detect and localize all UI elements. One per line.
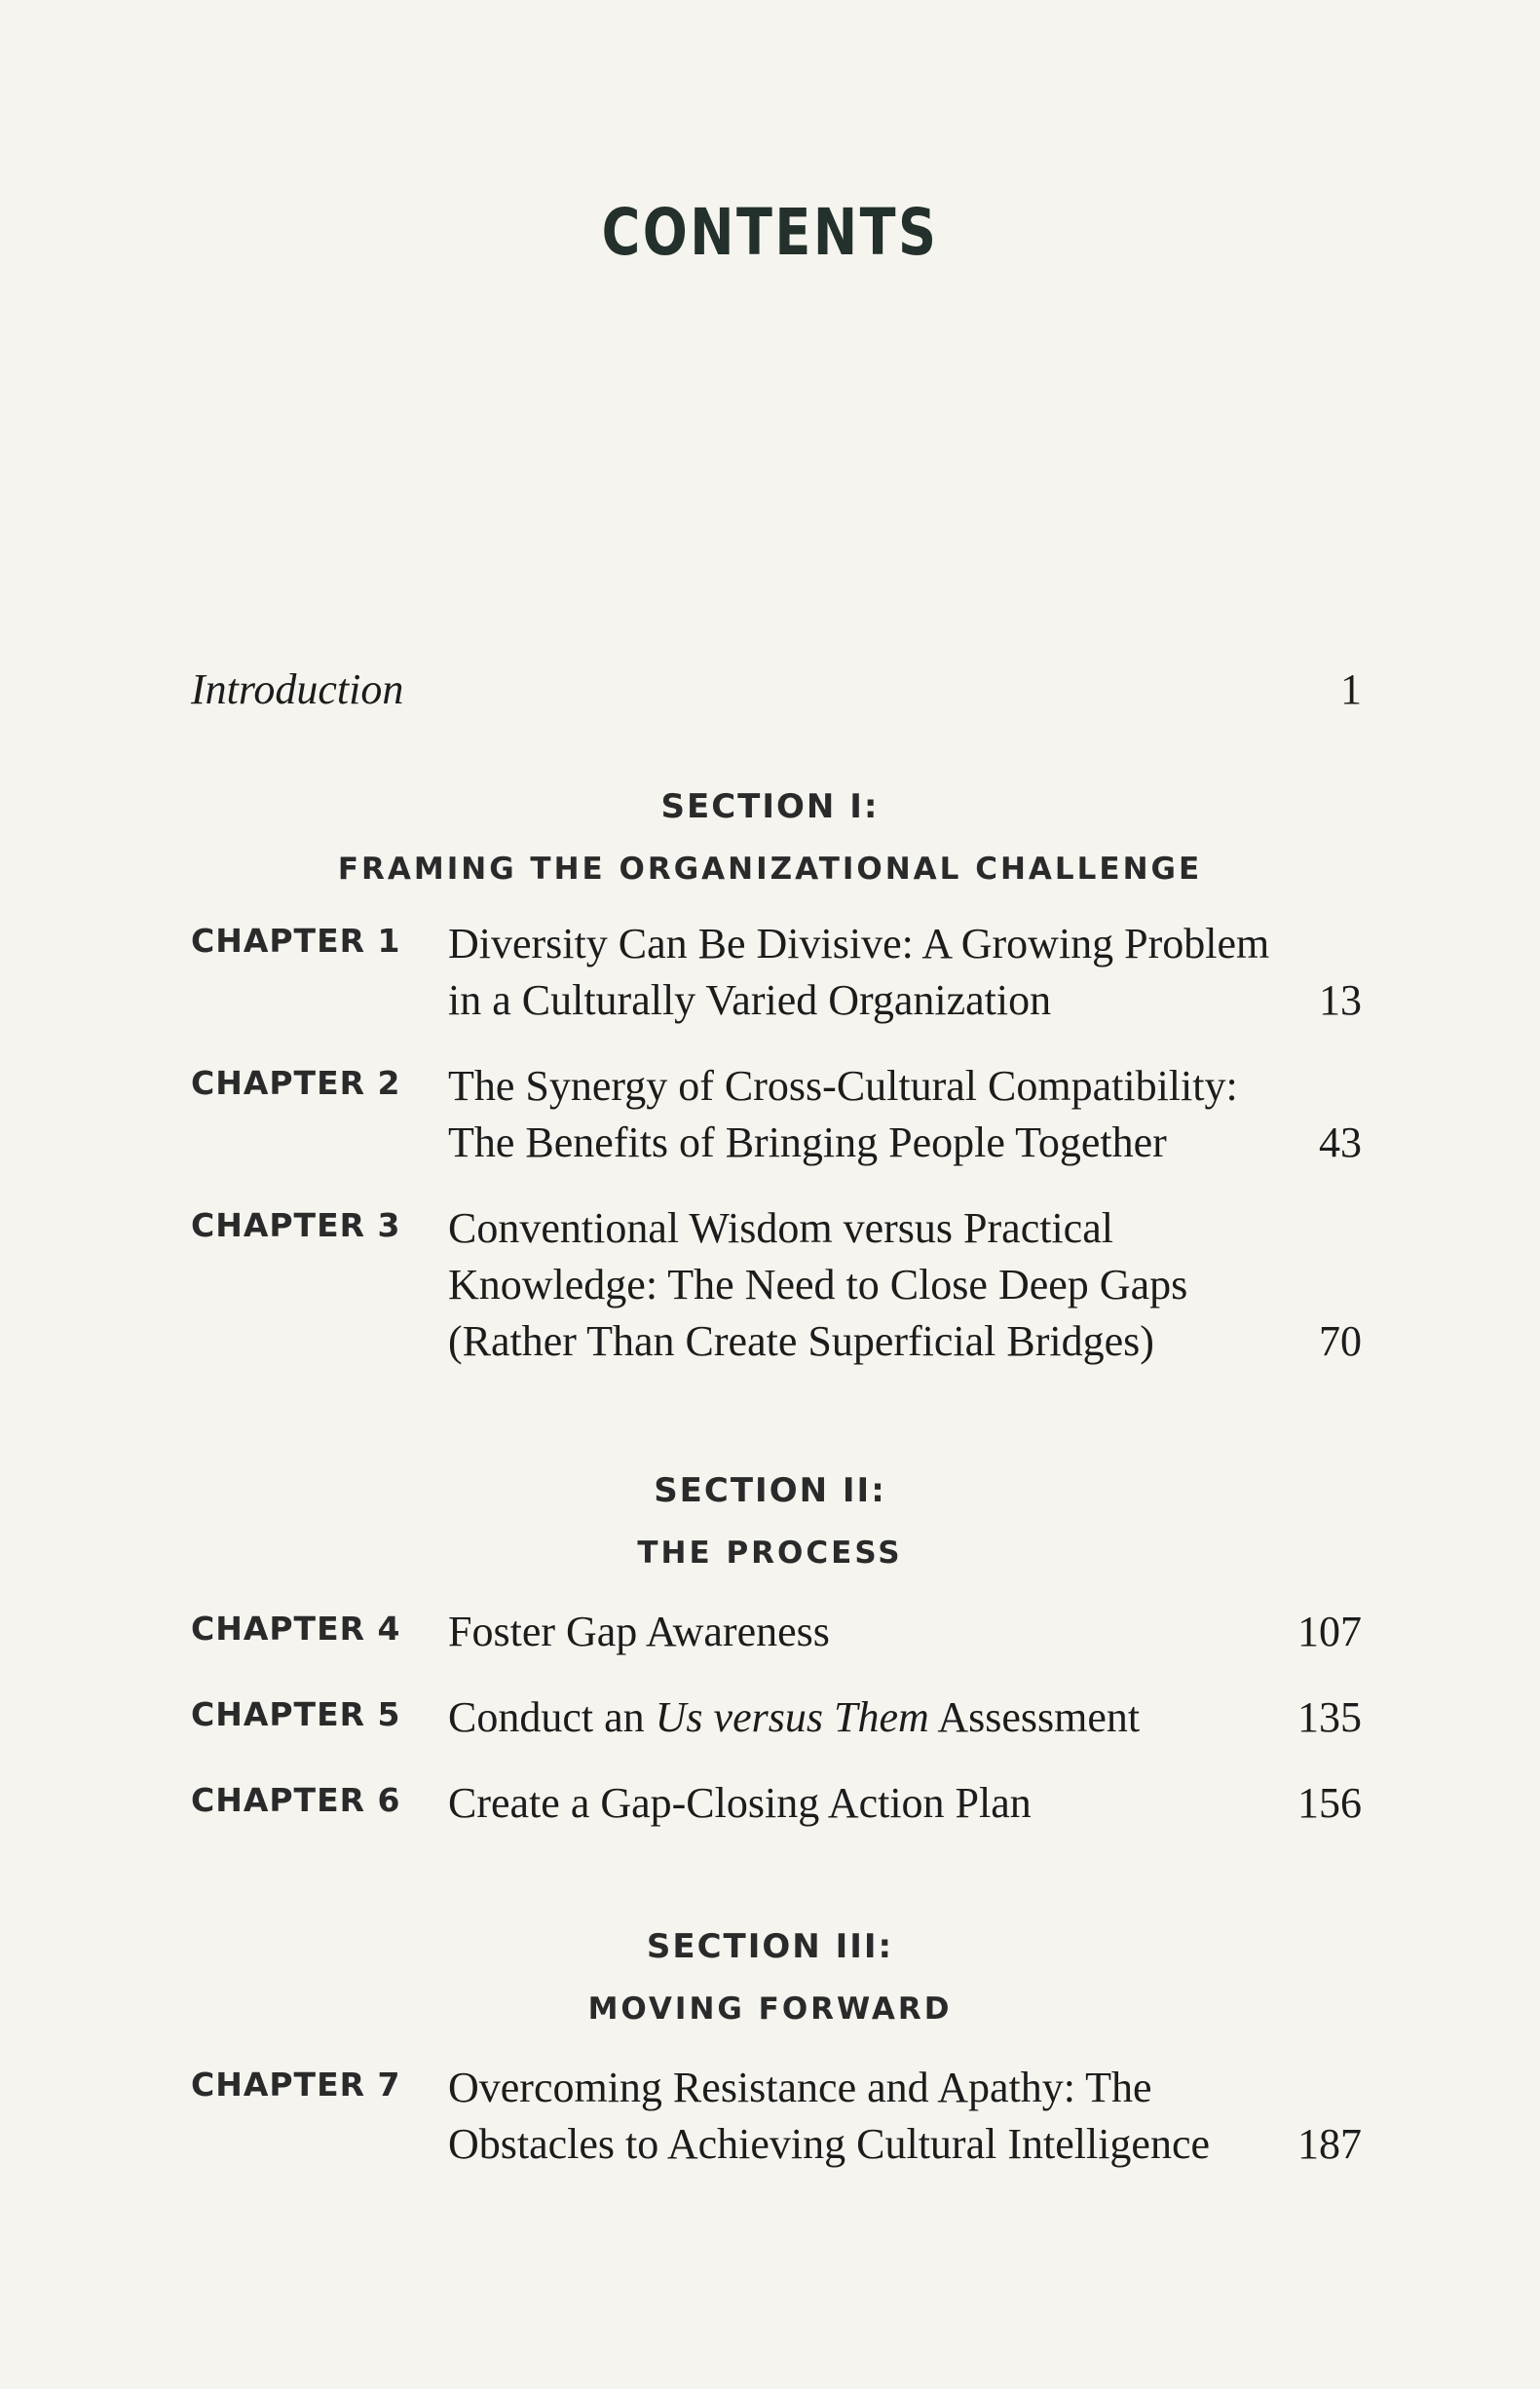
- chapter-label: CHAPTER 2: [191, 1064, 401, 1102]
- section-name: MOVING FORWARD: [587, 1991, 953, 2027]
- chapter-page-number: 70: [1319, 1317, 1362, 1365]
- chapter-title-italic: Us versus Them: [655, 1693, 929, 1741]
- section-name: THE PROCESS: [637, 1536, 903, 1571]
- section-number: SECTION II:: [654, 1471, 886, 1510]
- toc-entry-chapter-6[interactable]: [191, 1775, 1362, 1832]
- chapter-title: [448, 1689, 1286, 1746]
- introduction-page-number: 1: [1340, 665, 1362, 713]
- chapter-title: The Synergy of Cross-Cultural Compatibility: The Benefits of Bringing People Together: [448, 1062, 1238, 1166]
- chapter-page-number: 156: [1297, 1779, 1362, 1827]
- toc-entry-chapter-1[interactable]: [191, 916, 1362, 1029]
- chapter-title-part: Assessment: [928, 1693, 1141, 1741]
- section-heading-1: [0, 787, 1540, 887]
- chapter-label: CHAPTER 3: [191, 1206, 401, 1244]
- chapter-label: CHAPTER 4: [191, 1610, 401, 1648]
- section-heading-2: [0, 1471, 1540, 1571]
- section-number: SECTION III:: [646, 1927, 894, 1966]
- chapter-page-number: 187: [1297, 2120, 1362, 2168]
- toc-entry-chapter-4[interactable]: [191, 1604, 1362, 1660]
- section-name: FRAMING THE ORGANIZATIONAL CHALLENGE: [337, 852, 1203, 887]
- chapter-title-part: Conduct an: [448, 1693, 656, 1741]
- toc-entry-chapter-5[interactable]: [191, 1689, 1362, 1746]
- chapter-page-number: 13: [1319, 976, 1362, 1024]
- introduction-label: Introduction: [191, 665, 404, 713]
- chapter-title: Diversity Can Be Divisive: A Growing Problem in a Culturally Varied Organization: [448, 920, 1270, 1024]
- chapter-title: Foster Gap Awareness: [448, 1608, 830, 1655]
- page-title: CONTENTS: [601, 195, 939, 270]
- toc-entry-chapter-2[interactable]: [191, 1058, 1362, 1171]
- chapter-title: Overcoming Resistance and Apathy: The Obstacles to Achieving Cultural Intelligence: [448, 2064, 1211, 2168]
- section-number: SECTION I:: [660, 787, 880, 826]
- toc-entry-chapter-7[interactable]: [191, 2060, 1362, 2173]
- chapter-label: CHAPTER 6: [191, 1781, 401, 1819]
- chapter-title: Conventional Wisdom versus Practical Knowledge: The Need to Close Deep Gaps (Rather Than Create Superficial Bridges): [448, 1204, 1188, 1365]
- section-heading-3: [0, 1927, 1540, 2027]
- chapter-label: CHAPTER 1: [191, 922, 401, 960]
- chapter-page-number: 43: [1319, 1119, 1362, 1166]
- chapter-page-number: 135: [1297, 1693, 1362, 1741]
- toc-entry-chapter-3[interactable]: [191, 1200, 1362, 1370]
- chapter-label: CHAPTER 5: [191, 1695, 401, 1733]
- chapter-title: Create a Gap-Closing Action Plan: [448, 1779, 1032, 1827]
- chapter-label: CHAPTER 7: [191, 2066, 401, 2104]
- chapter-page-number: 107: [1297, 1608, 1362, 1655]
